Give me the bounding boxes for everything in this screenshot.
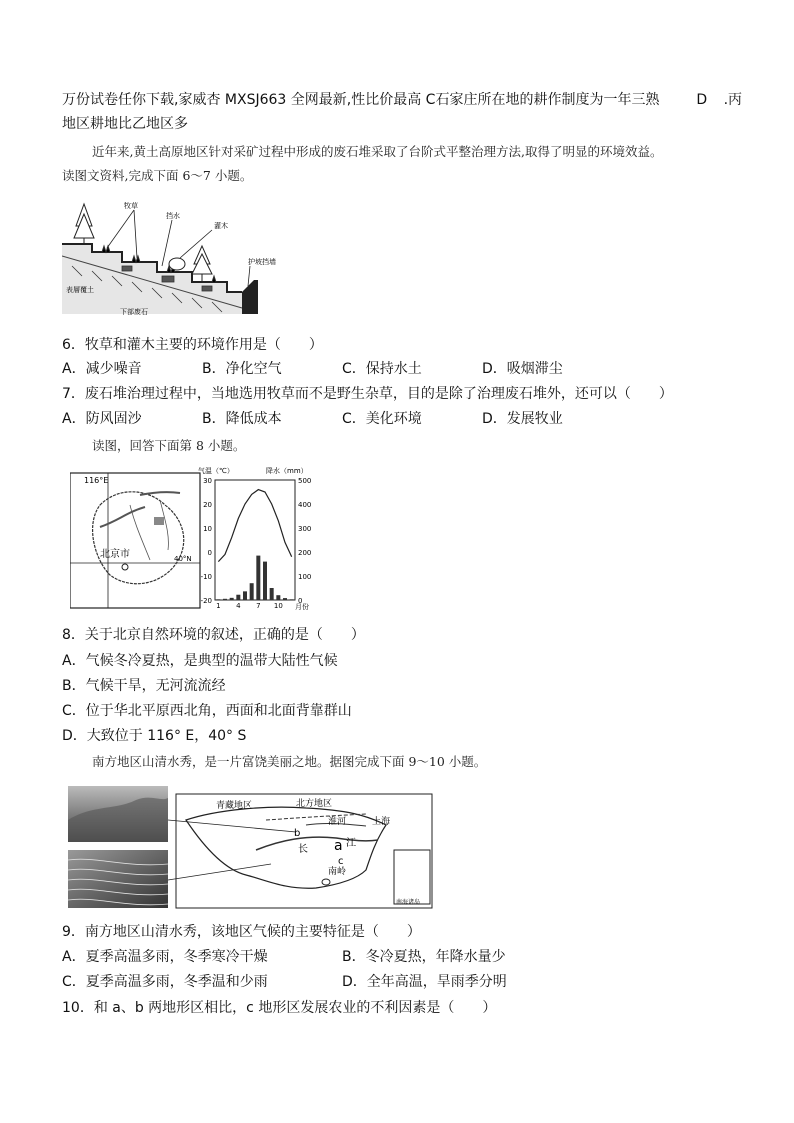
map-label-north: 北方地区 — [296, 799, 333, 809]
q8-stem: 8．关于北京自然环境的叙述，正确的是（ ） — [62, 627, 365, 643]
chart-plot-frame — [215, 480, 295, 600]
tree-right — [192, 246, 212, 282]
q8-option-c[interactable]: C．位于华北平原西北角，西面和北面背靠群山 — [62, 703, 352, 719]
map-label-chang: 长 — [298, 844, 308, 855]
precip-bar-month-8 — [263, 562, 267, 600]
map-label-jiang: 江 — [346, 838, 356, 849]
temp-tick-3: 0 — [207, 549, 212, 557]
map-label-c: c — [338, 856, 344, 867]
precip-bar-month-11 — [283, 598, 287, 600]
q9-option-a[interactable]: A．夏季高温多雨，冬季寒冷干燥 — [62, 949, 268, 965]
label-waste-rock: 下部废石 — [120, 308, 148, 316]
month-tick-3: 10 — [273, 602, 283, 610]
header-line-2: 地区耕地比乙地区多 — [62, 116, 188, 132]
month-tick-1: 4 — [236, 602, 241, 610]
q7-option-a[interactable]: A．防风固沙 — [62, 411, 142, 427]
label-pasture: 牧草 — [124, 202, 138, 210]
q7-option-b[interactable]: B．降低成本 — [202, 411, 282, 427]
precip-bar-month-5 — [243, 591, 247, 600]
header-option-d-text: .丙 — [723, 92, 743, 108]
q10-stem: 10．和 a、b 两地形区相比，c 地形区发展农业的不利因素是（ ） — [62, 1000, 497, 1016]
tree-left — [74, 204, 94, 244]
map-label-40n: 40°N — [174, 555, 192, 563]
q9-option-b[interactable]: B．冬冷夏热，年降水量少 — [342, 949, 506, 965]
map-label-nanhai: 南海诸岛 — [396, 899, 421, 906]
q6-option-d[interactable]: D．吸烟滞尘 — [482, 361, 563, 377]
intro-6-7-line-1: 近年来,黄土高原地区针对采矿过程中形成的废石堆采取了台阶式平整治理方法,取得了明显的环境效益。 — [92, 144, 663, 159]
q6-stem: 6．牧草和灌木主要的环境作用是（ ） — [62, 337, 323, 353]
header-option-d-letter: D — [696, 92, 708, 108]
q9-stem: 9．南方地区山清水秀，该地区气候的主要特征是（ ） — [62, 924, 421, 940]
shrub — [169, 258, 185, 270]
map-label-beijing: 北京市 — [100, 549, 130, 560]
q7-option-c[interactable]: C．美化环境 — [342, 411, 422, 427]
map-label-nanling: 南岭 — [328, 867, 347, 877]
q7-option-d[interactable]: D．发展牧业 — [482, 411, 563, 427]
header-option-c-letter: C — [425, 92, 436, 108]
precip-bar-month-9 — [270, 588, 274, 600]
label-water-barrier: 挡水 — [166, 212, 180, 220]
q8-option-d[interactable]: D．大致位于 116° E，40° S — [62, 728, 247, 744]
retaining-wall — [242, 280, 258, 314]
temp-tick-0: 30 — [203, 477, 212, 485]
label-retaining-wall: 护坡挡墙 — [248, 258, 276, 266]
chart-x-label: 月份 — [295, 603, 309, 610]
city-marker — [122, 564, 128, 570]
temp-tick-1: 20 — [203, 501, 212, 509]
label-shrub: 灌木 — [214, 222, 228, 230]
map-label-116e: 116°E — [84, 476, 109, 485]
q9-option-d[interactable]: D．全年高温，旱雨季分明 — [342, 974, 507, 990]
terrace-diagram — [62, 196, 292, 322]
climate-chart — [198, 466, 311, 610]
map-label-qingzang: 青藏地区 — [216, 801, 253, 811]
map-label-huaihe: 淮河 — [328, 817, 347, 827]
month-tick-0: 1 — [216, 602, 221, 610]
nanhai-inset — [394, 850, 430, 904]
precip-tick-0: 500 — [298, 477, 312, 485]
intro-6-7-line-2: 读图文资料,完成下面 6～7 小题。 — [62, 168, 253, 183]
q7-stem: 7．废石堆治理过程中，当地选用牧草而不是野生杂草，目的是除了治理废石堆外，还可以（ ） — [62, 386, 673, 402]
precip-bar-month-2 — [223, 599, 227, 600]
header-option-c-text: 石家庄所在地的耕作制度为一年三熟 — [435, 92, 660, 108]
beijing-figure — [70, 465, 370, 610]
q6-option-c[interactable]: C．保持水土 — [342, 361, 422, 377]
map-frame — [70, 473, 200, 608]
chart-right-title: 降水（mm） — [266, 467, 308, 475]
precip-bar-month-6 — [250, 583, 254, 600]
precip-bar-month-3 — [230, 598, 234, 600]
intro-8: 读图，回答下面第 8 小题。 — [92, 438, 246, 453]
precip-tick-1: 400 — [298, 501, 312, 509]
header-line-1-left: 万份试卷任你下载,家威杏 MXSJ663 全网最新,性比价最高 — [62, 92, 422, 108]
q6-option-a[interactable]: A．减少噪音 — [62, 361, 142, 377]
temp-tick-2: 10 — [203, 525, 212, 533]
precip-tick-5: 0 — [298, 597, 303, 605]
precip-tick-3: 200 — [298, 549, 312, 557]
precip-bar-month-1 — [216, 599, 220, 600]
month-tick-2: 7 — [256, 602, 261, 610]
header-line-1 — [62, 90, 742, 110]
q9-option-c[interactable]: C．夏季高温多雨，冬季温和少雨 — [62, 974, 268, 990]
precip-bar-month-12 — [290, 599, 294, 600]
precip-tick-4: 100 — [298, 573, 312, 581]
reservoir — [154, 517, 164, 525]
temp-tick-4: -10 — [200, 573, 212, 581]
chart-left-title: 气温（℃） — [198, 467, 234, 475]
q8-option-a[interactable]: A．气候冬冷夏热，是典型的温带大陆性气候 — [62, 653, 338, 669]
label-topsoil: 表層覆土 — [66, 286, 94, 294]
precip-tick-2: 300 — [298, 525, 312, 533]
precip-bar-month-4 — [236, 595, 240, 600]
map-label-shanghai: 上海 — [372, 817, 391, 827]
temperature-line — [218, 490, 291, 562]
q8-option-b[interactable]: B．气候干旱，无河流流经 — [62, 678, 226, 694]
precip-bar-month-10 — [276, 595, 280, 600]
map-label-a: a — [334, 838, 343, 854]
temp-tick-5: -20 — [200, 597, 212, 605]
map-label-b: b — [294, 828, 301, 839]
precip-bar-month-7 — [256, 556, 260, 600]
intro-9-10: 南方地区山清水秀，是一片富饶美丽之地。据图完成下面 9～10 小题。 — [92, 754, 487, 769]
q6-option-b[interactable]: B．净化空气 — [202, 361, 282, 377]
hainan-island — [322, 879, 330, 885]
south-china-figure — [66, 780, 436, 910]
